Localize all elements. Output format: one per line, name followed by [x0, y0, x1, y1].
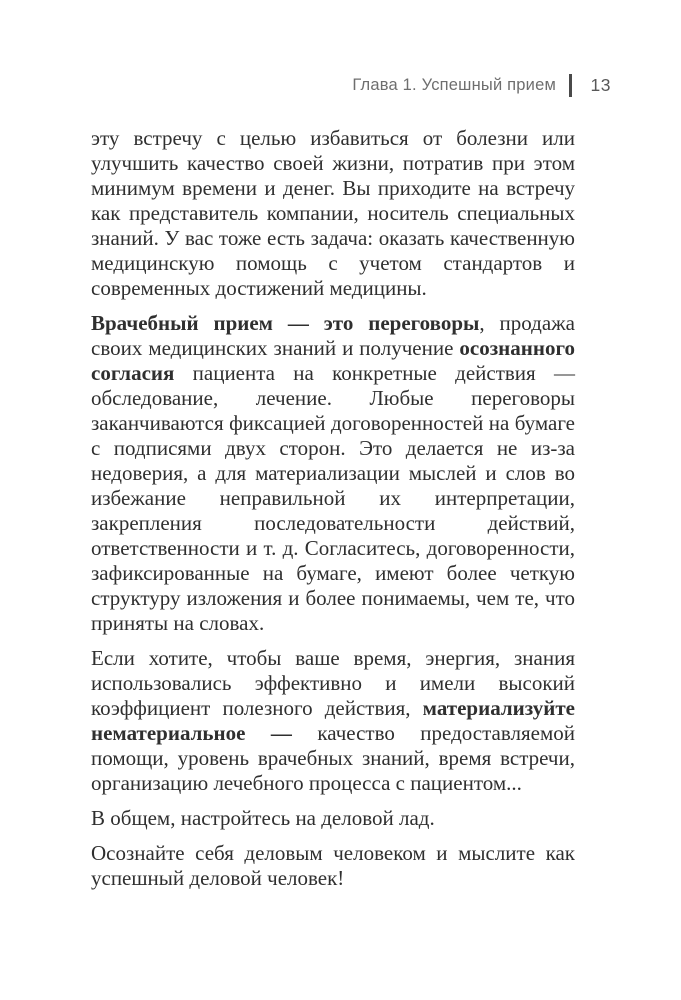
text-run: качество предоставляемой помощи, уровень врачебных знаний, время встречи, организацию лечебного процесса с пациентом... [91, 721, 575, 795]
paragraph [91, 841, 575, 891]
text-run: Если хотите, чтобы ваше время, энергия, знания использовались эффективно и имели высокий коэффициент полезного действия, [91, 646, 575, 720]
paragraph [91, 126, 575, 301]
paragraph [91, 311, 575, 636]
running-head [352, 74, 611, 97]
text-run: Осознайте себя деловым человеком и мыслите как успешный деловой человек! [91, 841, 575, 890]
text-run: , продажа своих медицинских знаний и получение [91, 311, 575, 360]
text-run: В общем, настройтесь на деловой лад. [91, 806, 435, 830]
page-number: 13 [590, 75, 611, 95]
bold-text-run: осознанного согласия [91, 336, 575, 385]
paragraph [91, 806, 575, 831]
text-run: эту встречу с целью избавиться от болезни или улучшить качество своей жизни, потратив при этом минимум времени и денег. Вы приходите на встречу как представитель компании, носитель специальных знаний. У вас тоже есть задача: оказать качественную медицинскую помощь с учетом стандартов и современных достижений медицины. [91, 126, 575, 300]
paragraph [91, 646, 575, 796]
bold-text-run: материализуйте нематериальное — [91, 696, 575, 745]
header-separator [569, 74, 572, 97]
page-body [91, 126, 575, 891]
text-run: пациента на конкретные действия — обследование, лечение. Любые переговоры заканчиваются фиксацией договоренностей на бумаге с подписями двух сторон. Это делается не из-за недоверия, а для материализации мыслей и слов во избежание неправильной их интерпретации, закрепления последовательности действий, ответственности и т. д. Согласитесь, договоренности, зафиксированные на бумаге, имеют более четкую структуру изложения и более понимаемы, чем те, что приняты на словах. [91, 361, 575, 635]
bold-text-run: Врачебный прием — это переговоры [91, 311, 480, 335]
chapter-title: Глава 1. Успешный прием [352, 76, 557, 94]
